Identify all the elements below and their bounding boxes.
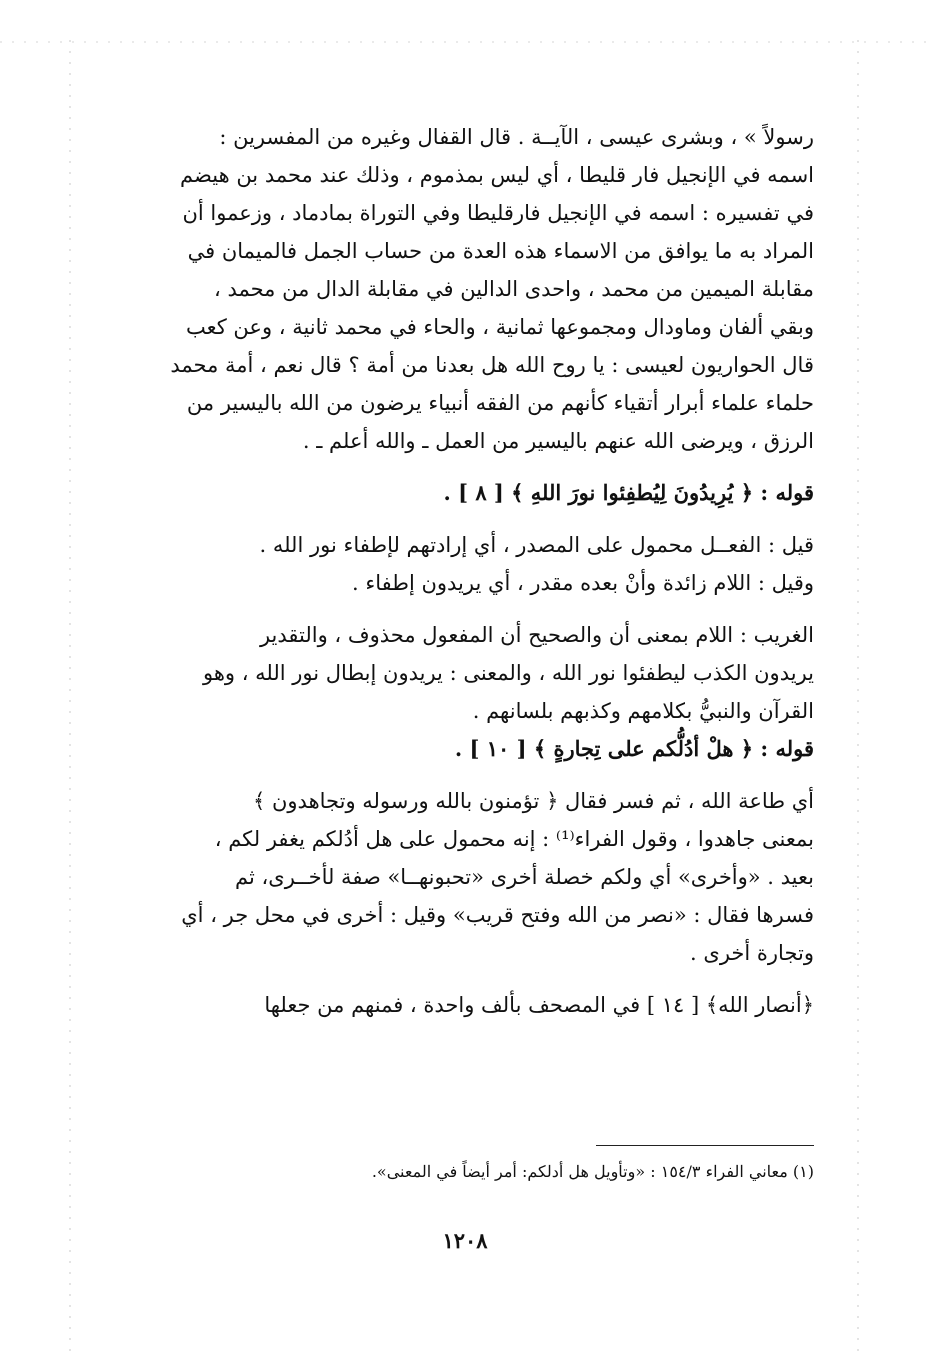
main-text-block xyxy=(118,118,814,1024)
text-line-20: فسرها فقال : «نصر من الله وفتح قريب» وقيل : أخرى في محل جر ، أي xyxy=(181,903,814,927)
page-number: ١٢٠٨ xyxy=(442,1228,488,1253)
text-line-12: وقيل : اللام زائدة وأنْ بعده مقدر ، أي يريدون إطفاء . xyxy=(352,571,814,595)
text-line-8: حلماء علماء أبرار أتقياء كأنهم من الفقه أنبياء يرضون من الله باليسير من xyxy=(186,391,814,415)
text-line-17: أي طاعة الله ، ثم فسر فقال ﴿ تؤمنون بالله ورسوله وتجاهدون ﴾ xyxy=(253,789,814,813)
verse-heading-10: قوله : ﴿ هلْ أدُلُّكم على تِجارةٍ ﴾ [ ١٠ ] . xyxy=(454,736,814,761)
text-line-7: قال الحواريون لعيسى : يا روح الله هل بعدنا من أمة ؟ قال نعم ، أمة محمد xyxy=(170,353,814,377)
text-line-14: يريدون الكذب ليطفئوا نور الله ، والمعنى : يريدون إبطال نور الله ، وهو xyxy=(202,661,814,685)
text-line-13: الغريب : اللام بمعنى أن والصحيح أن المفعول محذوف ، والتقدير xyxy=(259,623,814,647)
text-line-11: قيل : الفعــل محمول على المصدر ، أي إرادتهم لإطفاء نور الله . xyxy=(259,533,814,557)
text-line-6: وبقي ألفان وماودال ومجموعها ثمانية ، والحاء في محمد ثانية ، وعن كعب xyxy=(186,315,814,339)
text-line-15: القرآن والنبيُّ بكلامهم وكذبهم بلسانهم . xyxy=(472,699,814,723)
text-line-18: بمعنى جاهدوا ، وقول الفراء⁽¹⁾ : إنه محمول على هل أدُلكم يغفر لكم ، xyxy=(214,827,814,851)
text-line-1: رسولاً » ، وبشرى عيسى ، الآيــة . قال القفال وغيره من المفسرين : xyxy=(219,125,814,149)
text-line-21: وتجارة أخرى . xyxy=(690,941,814,965)
text-line-9: الرزق ، ويرضى الله عنهم باليسير من العمل ـ والله أعلم ـ . xyxy=(302,429,814,453)
text-line-3: في تفسيره : اسمه في الإنجيل فارقليطا وفي التوراة بمادماد ، وزعموا أن xyxy=(182,201,814,225)
footnote: (١) معاني الفراء ١٥٤/٣ : «وتأويل هل أدلكم: أمر أيضاً في المعنى». xyxy=(371,1162,814,1181)
text-line-4: المراد به ما يوافق من الاسماء هذه العدة من حساب الجمل فالميمان في xyxy=(187,239,814,263)
text-line-2: اسمه في الإنجيل فار قليطا ، أي ليس بمذموم ، وذلك عند محمد بن هيضم xyxy=(180,163,814,187)
text-line-22: ﴿أنصار الله﴾ [ ١٤ ] في المصحف بألف واحدة ، فمنهم من جعلها xyxy=(264,993,814,1017)
text-line-19: بعيد . «وأخرى» أي ولكم خصلة أخرى «تحبونهــا» صفة لأخــرى، ثم xyxy=(235,865,814,889)
text-line-5: مقابلة الميمين من محمد ، واحدى الدالين في مقابلة الدال من محمد ، xyxy=(213,277,814,301)
verse-heading-8: قوله : ﴿ يُرِيدُونَ لِيُطفِئوا نورَ اللهِ ﴾ [ ٨ ] . xyxy=(443,480,814,505)
footnote-divider xyxy=(596,1145,814,1146)
